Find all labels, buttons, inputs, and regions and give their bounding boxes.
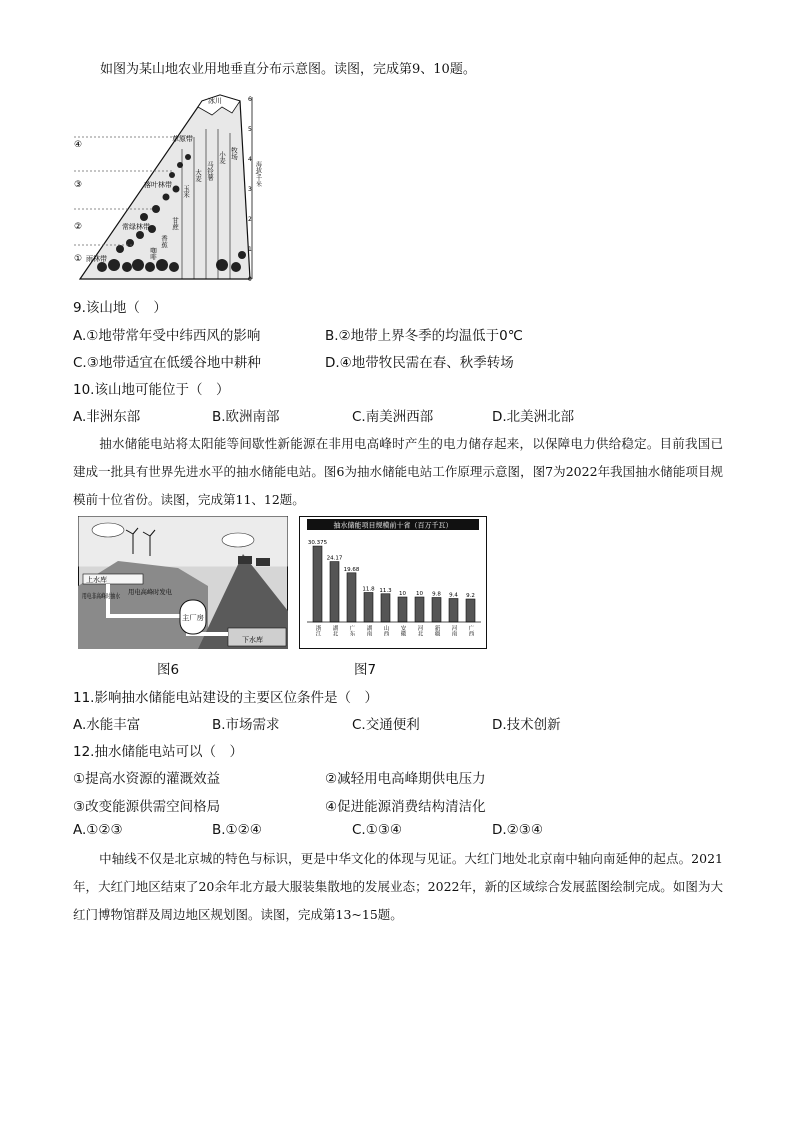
mountain-figure [72,89,272,285]
q10-option-d[interactable]: D.北美洲北部 [492,409,575,425]
fig7-bar-7 [432,598,441,623]
fig6-diagram [78,516,288,649]
fig7-category-7: 新疆 [433,625,440,636]
pump-paragraph [73,430,723,514]
fig7-bar-1 [330,562,339,622]
fig7-bar-3 [364,593,373,623]
zone-grassland: 草原带 [172,135,193,143]
fig7-category-3: 湖南 [365,625,372,636]
q12-option-d[interactable]: D.②③④ [492,822,543,838]
use-barley: 大麦 [194,169,202,182]
fig7-value-label-0: 30.375 [307,540,328,547]
fig7-category-5: 安徽 [399,625,406,636]
q9-option-b[interactable]: B.②地带上界冬季的均温低于0℃ [325,328,523,344]
fig7-value-label-3: 11.8 [362,586,375,593]
fig7-value-label-9: 9.2 [466,593,475,599]
axis-tick-3: 3 [248,186,252,193]
fig7-bar-2 [347,573,356,622]
use-coffee: 咖啡 [149,247,157,260]
fig7-value-label-8: 9.4 [449,592,458,599]
marker-2: ② [74,222,83,232]
fig6-label-pump: 用电非高峰时抽水 [82,592,134,600]
fig6-label-gen: 用电高峰时发电 [128,588,174,596]
q11-stem: 11.影响抽水储能电站建设的主要区位条件是（ ） [73,690,378,706]
fig7-category-8: 河南 [450,625,457,636]
intro-mountain: 如图为某山地农业用地垂直分布示意图。读图，完成第9、10题。 [100,62,476,77]
fig7-category-2: 广东 [348,625,355,636]
fig7-bar-6 [415,597,424,622]
q11-option-c[interactable]: C.交通便利 [352,717,420,733]
axis-label: 海拔/千米 [254,161,262,188]
axis-tick-0: 0 [248,276,252,283]
fig7-category-1: 湖北 [331,625,338,636]
fig7-bar-9 [466,599,475,622]
fig6-label-upper: 上水库 [86,576,107,584]
fig7-chart [299,516,487,649]
q12-option-c[interactable]: C.①③④ [352,822,403,838]
q12-item-4: ④促进能源消费结构清洁化 [325,799,486,815]
axis-paragraph [73,845,723,929]
fig7-category-4: 山西 [382,625,389,636]
marker-3: ③ [74,180,83,190]
zone-evergreen: 常绿林带 [122,223,150,231]
fig7-bar-5 [398,597,407,622]
q12-item-2: ②减轻用电高峰期供电压力 [325,771,486,787]
use-potato: 马铃薯 [206,161,214,181]
fig7-category-0: 浙江 [314,625,321,636]
zone-deciduous: 落叶林带 [144,181,172,189]
q11-option-d[interactable]: D.技术创新 [492,717,561,733]
q10-option-c[interactable]: C.南美洲西部 [352,409,434,425]
use-corn: 玉米 [182,185,190,198]
q11-option-a[interactable]: A.水能丰富 [73,717,141,733]
pump-paragraph-text: 抽水储能电站将太阳能等间歇性新能源在非用电高峰时产生的电力储存起来，以保障电力供给稳定。目前我国已建成一批具有世界先进水平的抽水储能电站。图6为抽水储能电站工作原理示意图，图7为2022年我国抽水储能项目规模前十位省份。读图，完成第11、12题。 [73,436,723,507]
fig7-value-label-7: 9.8 [432,591,441,598]
q11-option-b[interactable]: B.市场需求 [212,717,280,733]
q12-option-a[interactable]: A.①②③ [73,822,123,838]
fig7-caption: 图7 [354,662,377,678]
fig7-bar-8 [449,599,458,623]
axis-tick-2: 2 [248,216,252,223]
fig7-value-label-2: 19.68 [343,566,360,573]
use-wheat: 小麦 [218,151,226,164]
q10-option-b[interactable]: B.欧洲南部 [212,409,280,425]
axis-tick-1: 1 [248,246,252,253]
q12-item-1: ①提高水资源的灌溉效益 [73,771,221,787]
fig6-caption: 图6 [157,662,180,678]
use-banana: 香蕉 [160,235,168,248]
fig6-label-plant: 主厂房 [182,614,203,622]
fig6-label-lower: 下水库 [242,636,263,644]
fig7-category-6: 河北 [416,625,423,636]
axis-tick-4: 4 [248,156,252,163]
use-pasture: 牧场 [230,147,238,160]
q9-option-a[interactable]: A.①地带常年受中纬西风的影响 [73,328,261,344]
q9-option-c[interactable]: C.③地带适宜在低缓谷地中耕种 [73,355,261,371]
q12-item-3: ③改变能源供需空间格局 [73,799,221,815]
q9-option-d[interactable]: D.④地带牧民需在春、秋季转场 [325,355,514,371]
zone-rainforest: 雨林带 [86,255,107,263]
zone-glacier: 冰川 [208,97,222,105]
axis-tick-5: 5 [248,126,252,133]
fig7-value-label-5: 10 [399,591,406,597]
fig7-category-9: 广西 [467,625,474,636]
fig7-title: 抽水储能项目规模前十省（百万千瓦） [333,521,453,530]
fig7-bar-0 [313,546,322,622]
fig7-bar-4 [381,594,390,622]
q9-stem: 9.该山地（ ） [73,300,167,316]
fig7-value-label-4: 11.3 [379,587,392,594]
fig7-value-label-6: 10 [416,591,423,597]
marker-4: ④ [74,140,83,150]
axis-tick-6: 6 [248,96,252,103]
axis-paragraph-text: 中轴线不仅是北京城的特色与标识，更是中华文化的体现与见证。大红门地处北京南中轴向南延伸的起点。2021年，大红门地区结束了20余年北方最大服装集散地的发展业态；2022年，新的区域综合发展蓝图绘制完成。如图为大红门博物馆群及周边地区规划图。读图，完成第13~15题。 [73,851,723,922]
q10-stem: 10.该山地可能位于（ ） [73,382,230,398]
q12-stem: 12.抽水储能电站可以（ ） [73,744,243,760]
use-sugarcane: 甘蔗 [171,217,179,230]
marker-1: ① [74,254,83,264]
q12-option-b[interactable]: B.①②④ [212,822,262,838]
fig7-value-label-1: 24.17 [326,555,343,562]
q10-option-a[interactable]: A.非洲东部 [73,409,141,425]
